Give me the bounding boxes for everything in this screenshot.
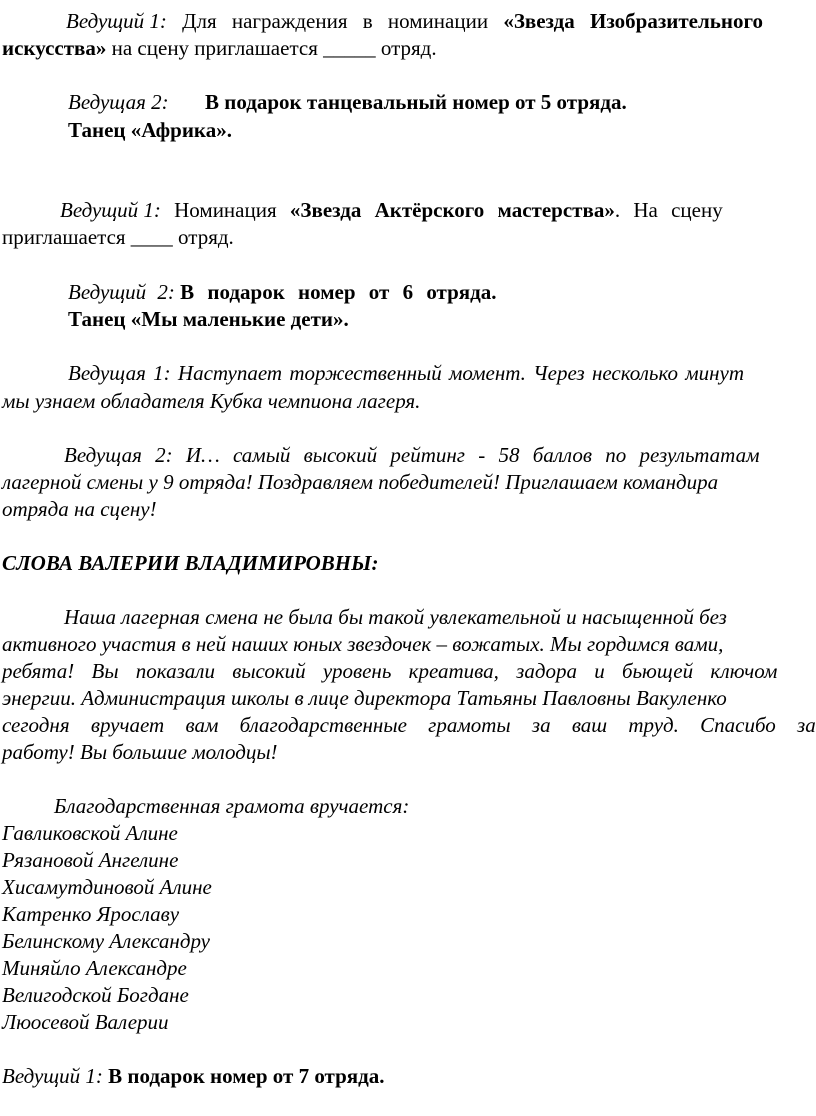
- speaker-label: Ведущий 1:: [66, 9, 167, 33]
- gift-announcement: В подарок танцевальный номер от 5 отряда.: [205, 90, 627, 114]
- name-item: Гавликовской Алине: [2, 821, 178, 845]
- gift-announcement: В подарок номер от 6 отряда.: [180, 280, 497, 304]
- speaker-label: Ведущий 1:: [60, 198, 161, 222]
- line-1: [66, 8, 763, 35]
- dance-title: Танец «Мы маленькие дети».: [68, 307, 349, 331]
- line-13: [2, 496, 157, 523]
- speech-line-2: активного участия в ней наших юных звездочек – вожатых. Мы гордимся вами,: [2, 632, 724, 656]
- line-text: . На сцену: [614, 198, 723, 222]
- speech-line-5: [2, 712, 816, 739]
- line-10: [2, 388, 420, 415]
- nomination-title: «Звезда Актёрского мастерства»: [289, 198, 615, 222]
- line-7: [68, 279, 497, 306]
- paragraph-text: мы узнаем обладателя Кубка чемпиона лагеря.: [2, 389, 421, 413]
- line-text: Номинация: [160, 198, 290, 222]
- gift-announcement: В подарок номер от 7 отряда.: [108, 1064, 385, 1088]
- line-6: [2, 224, 234, 251]
- line-11: [64, 442, 760, 469]
- paragraph-text: ребята! Вы показали высокий уровень креатива, задора и бьющей ключом: [2, 659, 778, 683]
- paragraph-text: отряда на сцену!: [2, 497, 157, 521]
- name-item: Белинскому Александру: [2, 929, 210, 953]
- speech-line-1: Наша лагерная смена не была бы такой увлекательной и насыщенной без: [64, 605, 727, 629]
- line-text: на сцену приглашается _____ отряд.: [106, 36, 437, 60]
- line-8: [68, 306, 349, 333]
- paragraph-text: лагерной смены у 9 отряда! Поздравляем победителей! Приглашаем командира: [2, 470, 719, 494]
- speaker-label: Ведущий 2:: [68, 280, 175, 304]
- speech-line-4: энергии. Администрация школы в лице директора Татьяны Павловны Вакуленко: [2, 686, 727, 710]
- speech-line-6: работу! Вы большие молодцы!: [2, 740, 278, 764]
- name-item: Хисамутдиновой Алине: [2, 875, 212, 899]
- line-9: [68, 360, 744, 387]
- nomination-title: искусства»: [2, 36, 107, 60]
- award-intro: Благодарственная грамота вручается:: [54, 794, 410, 818]
- name-item: Катренко Ярославу: [2, 902, 180, 926]
- line-5: [60, 197, 723, 224]
- name-item: Рязановой Ангелине: [2, 848, 179, 872]
- section-heading: СЛОВА ВАЛЕРИИ ВЛАДИМИРОВНЫ:: [2, 551, 379, 575]
- paragraph-text: сегодня вручает вам благодарственные грамоты за ваш труд. Спасибо за: [2, 713, 816, 737]
- paragraph-text: Ведущая 1: Наступает торжественный момент. Через несколько минут: [68, 361, 745, 385]
- line-12: [2, 469, 718, 496]
- line-2: [2, 35, 437, 62]
- name-item: Велигодской Богдане: [2, 983, 189, 1007]
- name-item: Люосевой Валерии: [2, 1010, 169, 1034]
- dance-title: Танец «Африка».: [68, 118, 232, 142]
- speaker-label: Ведущая 2:: [68, 90, 169, 114]
- line-text: Для награждения в номинации: [166, 9, 504, 33]
- line-4: [68, 117, 232, 144]
- speech-line-3: [2, 658, 777, 685]
- line-text: приглашается ____ отряд.: [2, 225, 234, 249]
- speaker-label: Ведущий 1:: [2, 1064, 103, 1088]
- line-last: [2, 1063, 385, 1090]
- name-item: Миняйло Александре: [2, 956, 187, 980]
- nomination-title: «Звезда Изобразительного: [503, 9, 763, 33]
- line-3: [68, 89, 627, 116]
- paragraph-text: Ведущая 2: И… самый высокий рейтинг - 58 баллов по результатам: [64, 443, 760, 467]
